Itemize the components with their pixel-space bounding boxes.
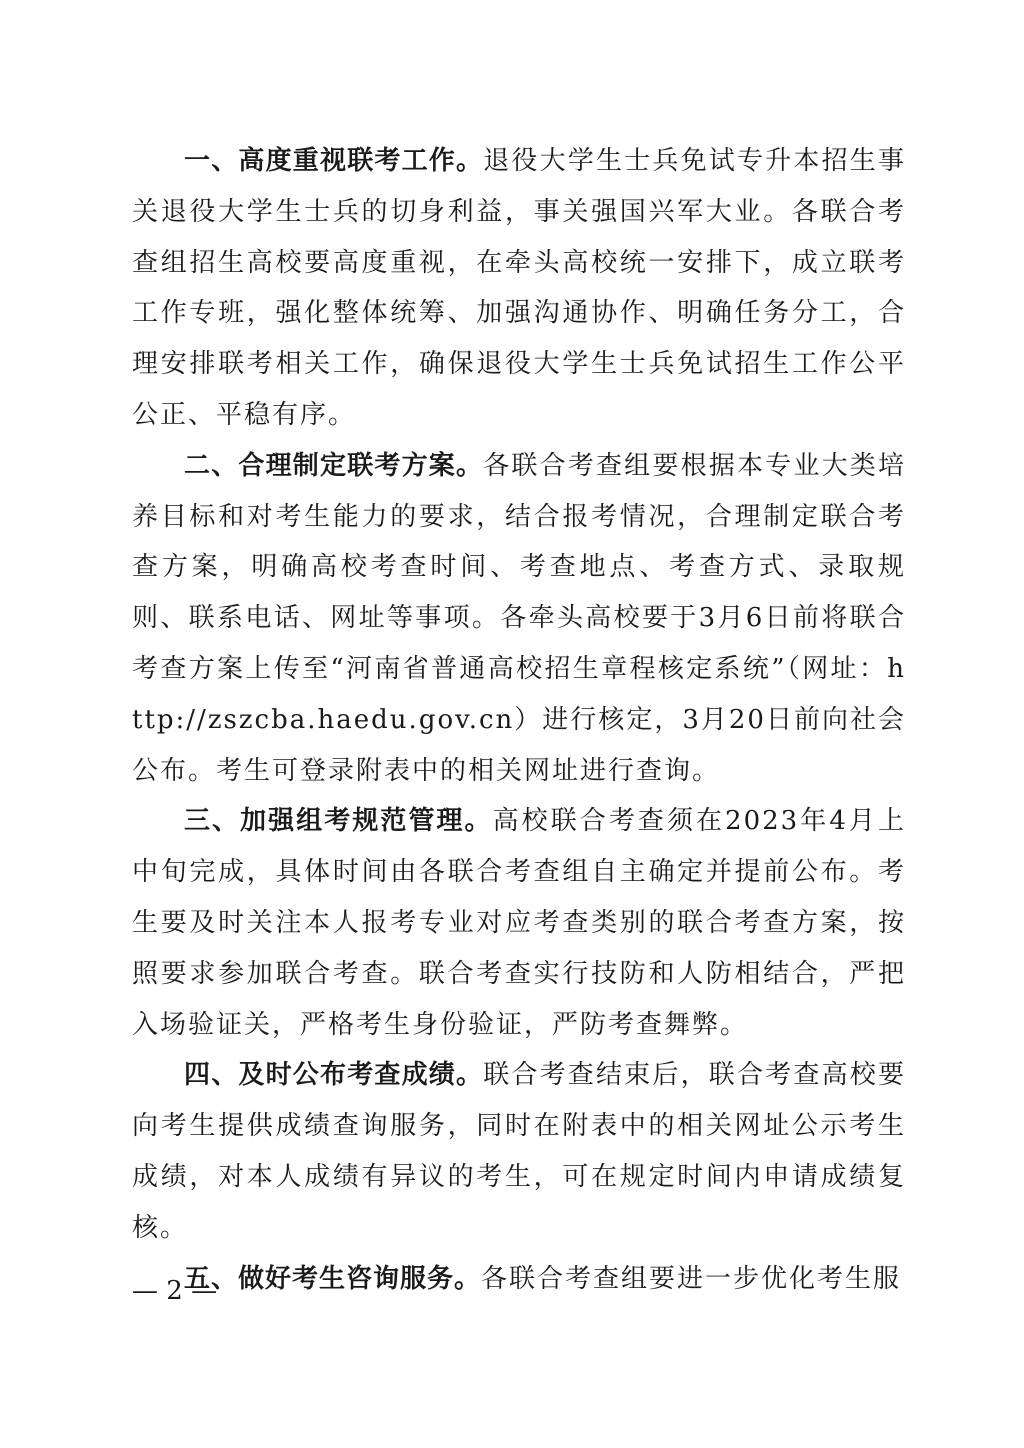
section-1 [132, 136, 906, 441]
section-4-heading: 四、及时公布考查成绩。 [184, 1060, 484, 1091]
section-4 [132, 1050, 906, 1253]
section-3 [132, 796, 906, 1050]
section-3-heading: 三、加强组考规范管理。 [184, 806, 493, 837]
section-1-heading: 一、高度重视联考工作。 [184, 146, 484, 176]
section-2-heading: 二、合理制定联考方案。 [184, 450, 484, 481]
section-1-body: 退役大学生士兵免试专升本招生事关退役大学生士兵的切身利益，事关强国兴军大业。各联合考查组招生高校要高度重视，在牵头高校统一安排下，成立联考工作专班，强化整体统筹、加强沟通协作、明确任务分工，合理安排联考相关工作，确保退役大学生士兵免试招生工作公平公正、平稳有序。 [132, 146, 906, 430]
document-page [132, 136, 906, 1304]
section-2 [132, 441, 906, 797]
section-3-body: 高校联合考查须在2023年4月上中旬完成，具体时间由各联合考查组自主确定并提前公布。考生要及时关注本人报考专业对应考查类别的联合考查方案，按照要求参加联合考查。联合考查实行技防和人防相结合，严把入场验证关，严格考生身份验证，严防考查舞弊。 [132, 806, 906, 1040]
section-2-body: 各联合考查组要根据本专业大类培养目标和对考生能力的要求，结合报考情况，合理制定联合考查方案，明确高校考查时间、考查地点、考查方式、录取规则、联系电话、网址等事项。各牵头高校要于3月6日前将联合考查方案上传至“河南省普通高校招生章程核定系统”（网址：http://zszcba.haedu.gov.cn）进行核定，3月20日前向社会公布。考生可登录附表中的相关网址进行查询。 [132, 450, 906, 786]
section-5 [132, 1254, 906, 1305]
section-5-heading: 五、做好考生咨询服务。 [184, 1263, 482, 1294]
page-number: — 2 — [132, 1276, 218, 1306]
section-4-body: 联合考查结束后，联合考查高校要向考生提供成绩查询服务，同时在附表中的相关网址公示考生成绩，对本人成绩有异议的考生，可在规定时间内申请成绩复核。 [132, 1060, 906, 1243]
section-5-body: 各联合考查组要进一步优化考生服 [481, 1263, 902, 1294]
